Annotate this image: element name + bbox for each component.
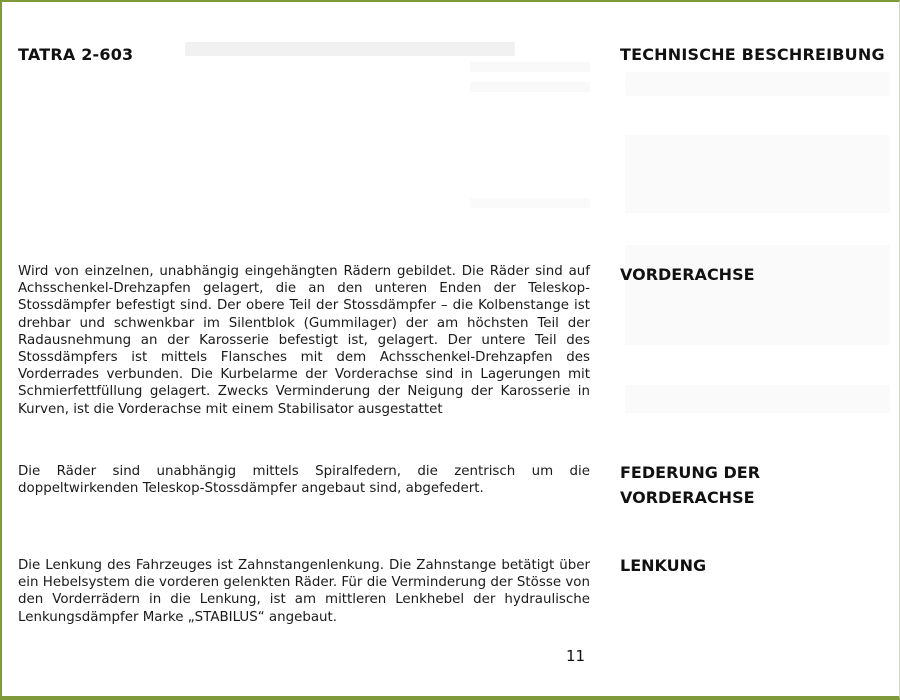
federung-title-line2: VORDERACHSE <box>620 488 755 507</box>
bleed-mark <box>625 245 890 345</box>
document-section-heading: TECHNISCHE BESCHREIBUNG <box>620 45 885 64</box>
bleed-mark <box>185 42 515 56</box>
vorderachse-title: VORDERACHSE <box>620 265 755 284</box>
lenkung-title: LENKUNG <box>620 556 707 575</box>
federung-title <box>620 460 890 510</box>
bleed-mark <box>470 198 590 208</box>
bleed-mark <box>470 82 590 92</box>
lenkung-text: Die Lenkung des Fahrzeuges ist Zahnstangenlenkung. Die Zahnstange betätigt über ein Hebelsystem die vorderen gelenkten Räder. Für die Verminderung der Stösse von den Vorderrädern in die Lenkung, ist am mittleren Lenkhebel der hydraulische Lenkungsdämpfer Marke „STABILUS“ angebaut. <box>18 558 590 625</box>
federung-title-line1: FEDERUNG DER <box>620 463 761 482</box>
bleed-mark <box>625 135 890 213</box>
vorderachse-text: Wird von einzelnen, unabhängig eingehängten Rädern gebildet. Die Räder sind auf Achsschenkel-Drehzapfen gelagert, die an den unteren Enden der Teleskop-Stossdämpfer befestigt sind. Der obere Teil der Stossdämpfer – die Kolbenstange ist drehbar und schwenkbar im Silentblok (Gummilager) der am höchsten Teil der Radausnehmung an der Karosserie befestigt ist, gelagert. Der untere Teil des Stossdämpfers ist mittels Flansches mit dem Achsschenkel-Drehzapfen des Vorderrades verbunden. Die Kurbelarme der Vorderachse sind in Lagerungen mit Schmierfettfüllung gelagert. Zwecks Verminderung der Neigung der Karosserie in Kurven, ist die Vorderachse mit einem Stabilisator ausgestattet <box>18 264 590 417</box>
bleed-mark <box>625 72 890 96</box>
federung-text: Die Räder sind unabhängig mittels Spiralfedern, die zentrisch um die doppeltwirkenden Teleskop-Stossdämpfer angebaut sind, abgefedert. <box>18 464 590 497</box>
document-title: TATRA 2-603 <box>18 45 134 64</box>
bleed-mark <box>625 385 890 413</box>
bleed-mark <box>470 62 590 72</box>
page-number: 11 <box>566 647 586 665</box>
